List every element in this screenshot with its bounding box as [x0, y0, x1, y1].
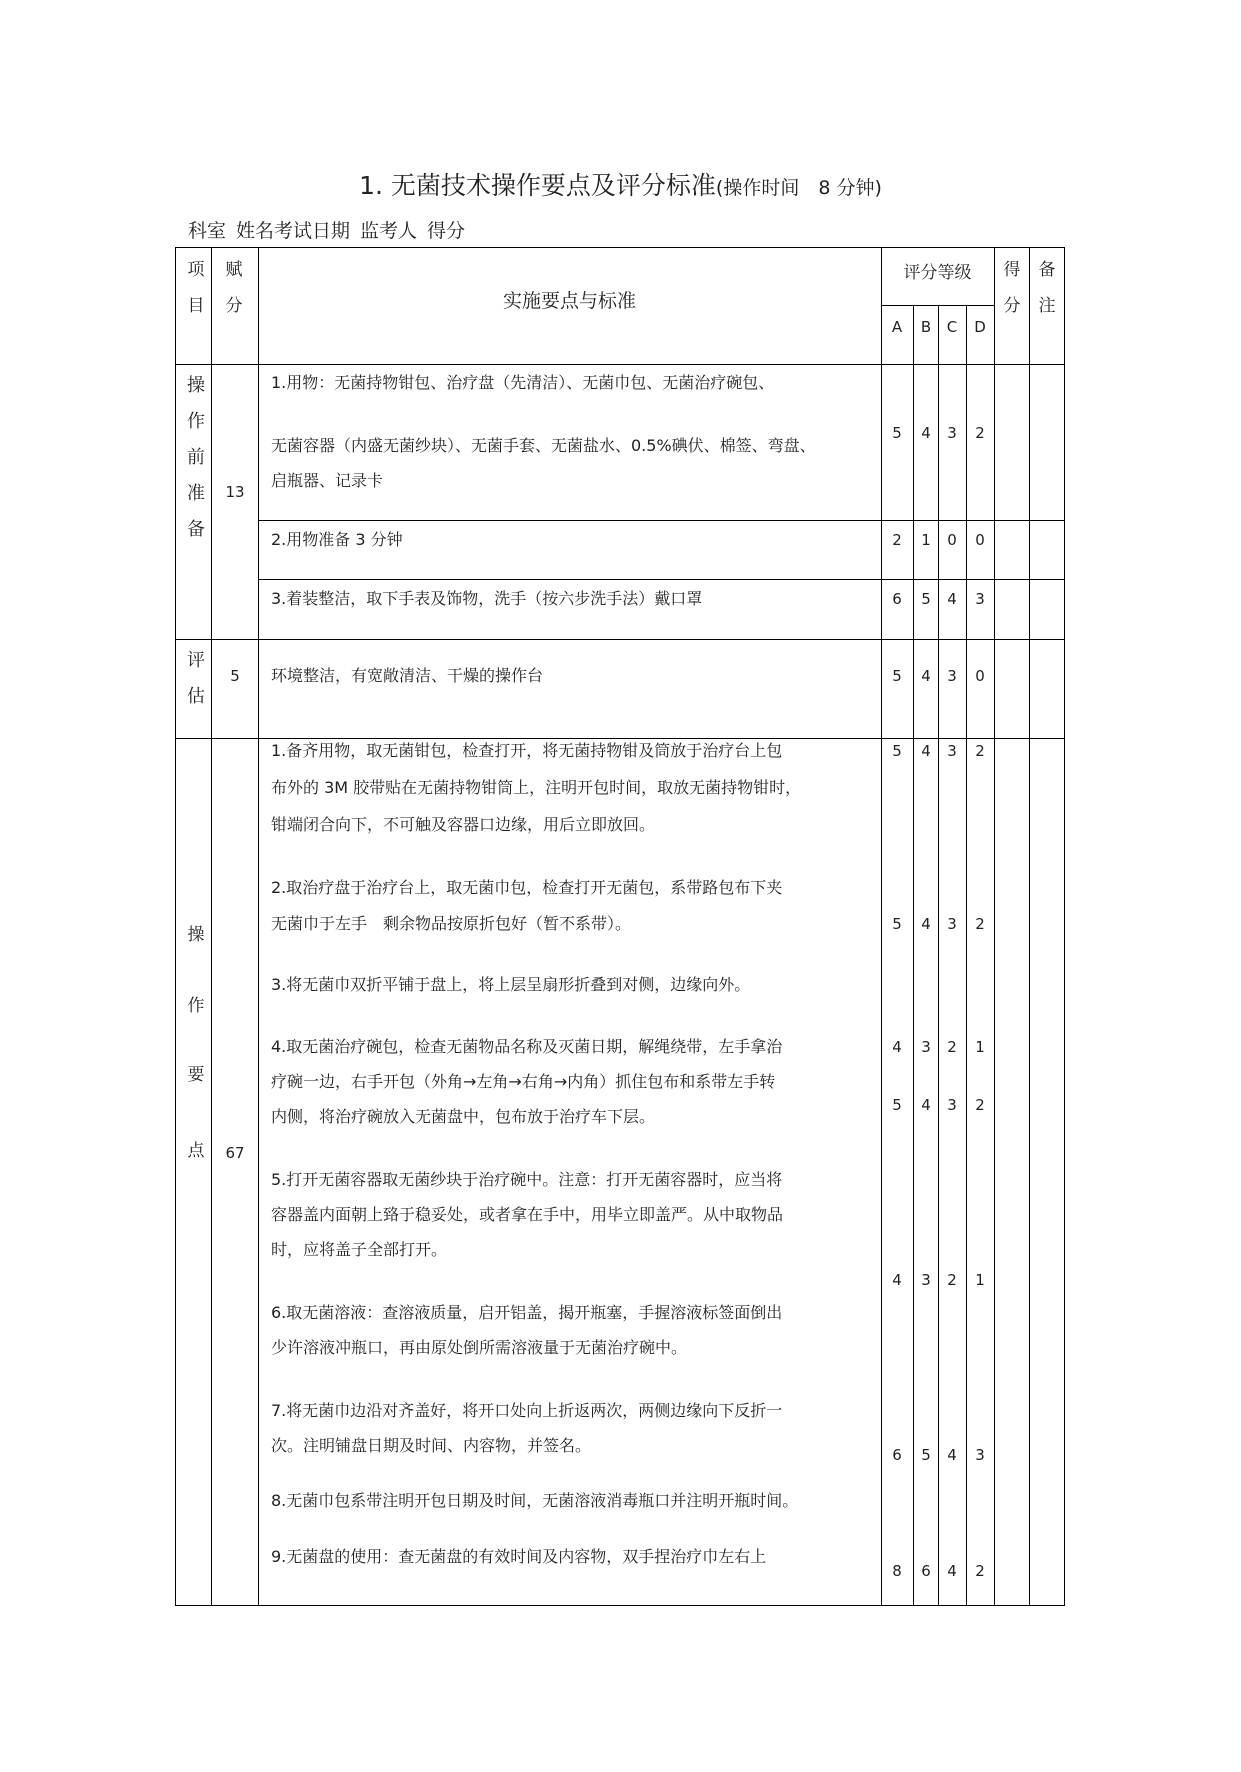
- ops-item5-line1: 5.打开无菌容器取无菌纱块于治疗碗中。注意：打开无菌容器时，应当将: [271, 1170, 783, 1189]
- header-content: 实施要点与标准: [502, 290, 636, 312]
- ops-grade-row7-d: 2: [975, 1562, 985, 1580]
- header-item: 项目: [187, 260, 205, 316]
- ops-item8-line1: 8.无菌巾包系带注明开包日期及时间，无菌溶液消毒瓶口并注明开瓶时间。: [271, 1491, 799, 1510]
- section-eval-score: 5: [230, 667, 240, 685]
- ops-grade-row2-a: 5: [892, 915, 902, 933]
- ops-item6-line1: 6.取无菌溶液：查溶液质量，启开铝盖，揭开瓶塞，手握溶液标签面倒出: [271, 1303, 783, 1322]
- header-grade-d: D: [974, 318, 986, 336]
- ops-grade-row6-b: 5: [921, 1446, 931, 1464]
- ops-grade-row1-c: 3: [947, 742, 957, 760]
- ops-grade-row2-d: 2: [975, 915, 985, 933]
- ops-grade-row1-b: 4: [921, 742, 931, 760]
- ops-grade-row2-c: 3: [947, 915, 957, 933]
- col-divider-item: [211, 247, 212, 1606]
- ops-grade-row1-d: 2: [975, 742, 985, 760]
- section-prep-score: 13: [225, 483, 245, 501]
- prep-row1-line1: 1.用物：无菌持物钳包、治疗盘（先清洁）、无菌巾包、无菌治疗碗包、: [271, 373, 775, 392]
- header-note: 备注: [1038, 260, 1056, 316]
- eval-row1-grade-d: 0: [975, 667, 985, 685]
- col-divider-score: [258, 247, 259, 1606]
- ops-grade-row4-d: 2: [975, 1096, 985, 1114]
- prep-row1-grade-d: 2: [975, 424, 985, 442]
- ops-grade-row7-b: 6: [921, 1562, 931, 1580]
- prep-row2-line1: 2.用物准备 3 分钟: [271, 530, 403, 549]
- info-dept: 科室: [188, 220, 227, 242]
- section-ops-char1: 操: [187, 925, 205, 945]
- ops-item5-line3: 时，应将盖子全部打开。: [271, 1240, 448, 1259]
- ops-item2-line1: 2.取治疗盘于治疗台上，取无菌巾包，检查打开无菌包，系带路包布下夹: [271, 878, 783, 897]
- ops-grade-row5-c: 2: [947, 1271, 957, 1289]
- ops-item2-line2: 无菌巾于左手 剩余物品按原折包好（暂不系带）。: [271, 914, 632, 933]
- ops-grade-row3-d: 1: [975, 1038, 985, 1056]
- prep-row1-line2: 无菌容器（内盛无菌纱块）、无菌手套、无菌盐水、0.5%碘伏、棉签、弯盘、: [271, 436, 816, 455]
- section-prep-name: 操作前准备: [187, 375, 205, 540]
- header-grade-b: B: [920, 318, 932, 336]
- title-sub: (操作时间 8 分钟): [715, 177, 882, 199]
- ops-grade-row2-b: 4: [921, 915, 931, 933]
- ops-grade-row5-d: 1: [975, 1271, 985, 1289]
- col-divider-c: [966, 305, 967, 1606]
- ops-grade-row5-b: 3: [921, 1271, 931, 1289]
- eval-row1-line1: 环境整洁，有宽敞清洁、干燥的操作台: [271, 666, 544, 685]
- ops-item7-line1: 7.将无菌巾边沿对齐盖好，将开口处向上折返两次，两侧边缘向下反折一: [271, 1401, 783, 1420]
- prep-row3-grade-c: 4: [947, 590, 957, 608]
- ops-item1-line1: 1.备齐用物，取无菌钳包，检查打开，将无菌持物钳及筒放于治疗台上包: [271, 741, 783, 760]
- prep-row1-grade-c: 3: [947, 424, 957, 442]
- ops-item1-line2: 布外的 3M 胶带贴在无菌持物钳筒上，注明开包时间，取放无菌持物钳时，: [271, 778, 802, 797]
- prep-row3-grade-d: 3: [975, 590, 985, 608]
- ops-grade-row5-a: 4: [892, 1271, 902, 1289]
- prep-row2-grade-c: 0: [947, 531, 957, 549]
- ops-item7-line2: 次。注明铺盘日期及时间、内容物，并签名。: [271, 1436, 592, 1455]
- prep-row1-line3: 启瓶器、记录卡: [271, 471, 384, 490]
- prep-row2-grade-b: 1: [921, 531, 931, 549]
- ops-item5-line2: 容器盖内面朝上臵于稳妥处，或者拿在手中，用毕立即盖严。从中取物品: [271, 1205, 784, 1224]
- ops-grade-row3-b: 3: [921, 1038, 931, 1056]
- prep-row3-line1: 3.着装整洁，取下手表及饰物，洗手（按六步洗手法）戴口罩: [271, 589, 703, 608]
- ops-grade-row6-d: 3: [975, 1446, 985, 1464]
- col-divider-got: [1029, 247, 1030, 1606]
- ops-grade-row6-c: 4: [947, 1446, 957, 1464]
- section-ops-score: 67: [225, 1144, 245, 1162]
- ops-grade-row6-a: 6: [892, 1446, 902, 1464]
- info-score: 得分: [427, 220, 466, 242]
- section-ops-char3: 要: [187, 1065, 205, 1085]
- header-grade: 评分等级: [903, 263, 972, 283]
- prep-row1-grade-b: 4: [921, 424, 931, 442]
- prep-row2-grade-d: 0: [975, 531, 985, 549]
- col-divider-b: [938, 305, 939, 1606]
- info-name-date: 姓名考试日期: [236, 220, 351, 242]
- prep-row2-grade-a: 2: [892, 531, 902, 549]
- prep-row3-grade-b: 5: [921, 590, 931, 608]
- ops-item9-line1: 9.无菌盘的使用：查无菌盘的有效时间及内容物，双手捏治疗巾左右上: [271, 1547, 767, 1566]
- prep-row1-grade-a: 5: [892, 424, 902, 442]
- ops-grade-row1-a: 5: [892, 742, 902, 760]
- title-main: 1. 无菌技术操作要点及评分标准: [359, 171, 716, 200]
- section-line-prep: [175, 639, 1065, 640]
- ops-item4-line1: 4.取无菌治疗碗包，检查无菌物品名称及灭菌日期，解绳绕带，左手拿治: [271, 1037, 783, 1056]
- page-title: [0, 166, 1241, 202]
- section-ops-char4: 点: [187, 1141, 205, 1161]
- header-score: 赋分: [225, 260, 243, 316]
- col-divider-a: [913, 305, 914, 1606]
- eval-row1-grade-a: 5: [892, 667, 902, 685]
- info-line: [188, 216, 475, 243]
- eval-row1-grade-b: 4: [921, 667, 931, 685]
- ops-grade-row4-b: 4: [921, 1096, 931, 1114]
- ops-grade-row4-c: 3: [947, 1096, 957, 1114]
- ops-item3-line1: 3.将无菌巾双折平铺于盘上，将上层呈扇形折叠到对侧，边缘向外。: [271, 975, 751, 994]
- header-grade-a: A: [891, 318, 903, 336]
- ops-item1-line3: 钳端闭合向下，不可触及容器口边缘，用后立即放回。: [271, 815, 656, 834]
- row-line-prep-1: [258, 520, 1065, 521]
- ops-item6-line2: 少许溶液冲瓶口，再由原处倒所需溶液量于无菌治疗碗中。: [271, 1338, 688, 1357]
- ops-grade-row4-a: 5: [892, 1096, 902, 1114]
- eval-row1-grade-c: 3: [947, 667, 957, 685]
- row-line-prep-2: [258, 579, 1065, 580]
- info-proctor: 监考人: [360, 220, 418, 242]
- ops-grade-row3-c: 2: [947, 1038, 957, 1056]
- header-got: 得分: [1003, 260, 1021, 316]
- grade-header-divider: [881, 305, 994, 306]
- ops-item4-line2: 疗碗一边，右手开包（外角→左角→右角→内角）抓住包布和系带左手转: [271, 1072, 776, 1091]
- prep-row3-grade-a: 6: [892, 590, 902, 608]
- section-eval-name: 评估: [187, 650, 205, 707]
- ops-item4-line3: 内侧，将治疗碗放入无菌盘中，包布放于治疗车下层。: [271, 1107, 656, 1126]
- section-ops-char2: 作: [187, 996, 205, 1016]
- ops-grade-row7-c: 4: [947, 1562, 957, 1580]
- ops-grade-row7-a: 8: [892, 1562, 902, 1580]
- header-grade-c: C: [946, 318, 958, 336]
- ops-grade-row3-a: 4: [892, 1038, 902, 1056]
